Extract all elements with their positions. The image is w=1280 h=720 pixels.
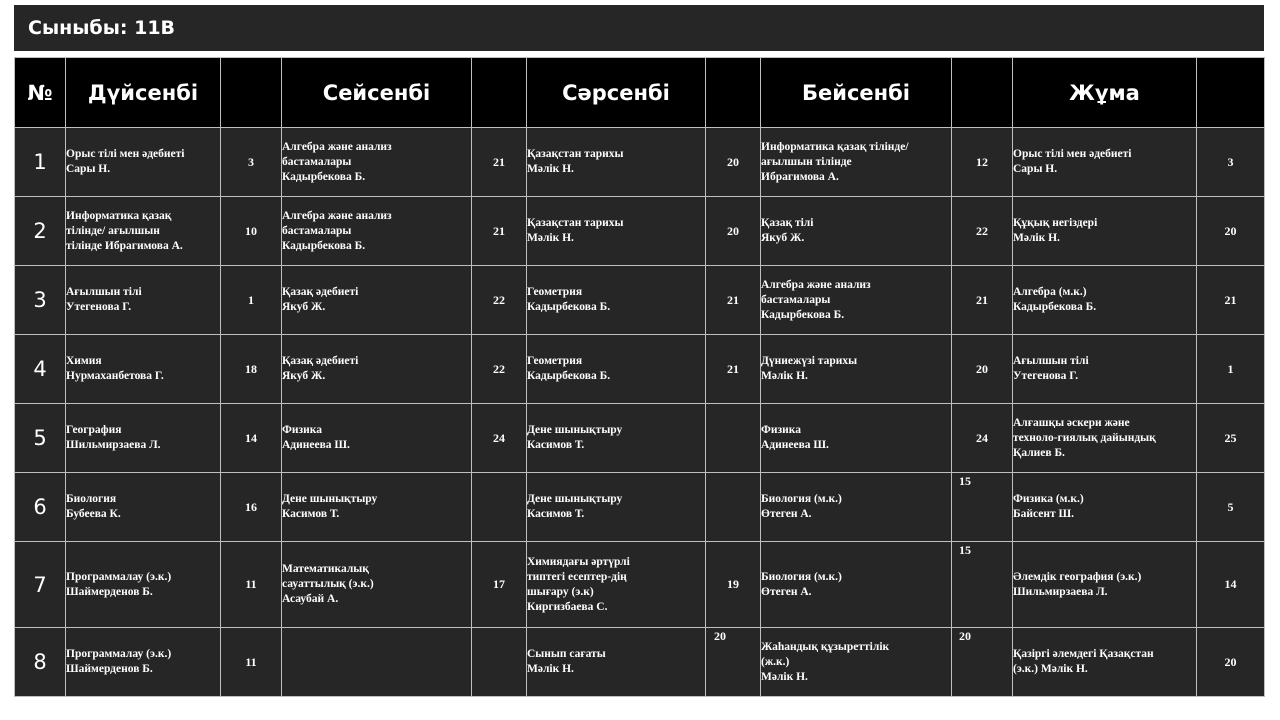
room-cell-fri: 14	[1197, 542, 1265, 628]
subject-cell-wed	[527, 628, 706, 697]
room-cell-thu: 24	[952, 404, 1013, 473]
subject-line: Байсент Ш.	[1013, 508, 1074, 520]
room-cell-thu: 21	[952, 266, 1013, 335]
subject-cell-wed	[527, 197, 706, 266]
lesson-number: 4	[15, 335, 66, 404]
subject-line: Ағылшын тілі	[66, 286, 142, 298]
subject-cell-fri	[1013, 628, 1197, 697]
subject-line: Химиядағы әртүрлі	[527, 555, 630, 568]
table-row	[15, 404, 1265, 473]
room-cell-thu: 15	[952, 542, 1013, 628]
subject-cell-mon	[66, 542, 221, 628]
subject-line: Кадырбекова Б.	[761, 308, 845, 321]
subject-cell-tue	[282, 473, 472, 542]
subject-line: Алгебра және анализ	[282, 209, 392, 222]
room-cell-fri: 20	[1197, 628, 1265, 697]
subject-line: Утегенова Г.	[66, 301, 132, 313]
subject-line: Утегенова Г.	[1013, 370, 1079, 382]
subject-line: Математикалық	[282, 563, 369, 575]
subject-line: Биология (м.к.)	[761, 493, 842, 505]
room-cell-tue	[472, 473, 527, 542]
subject-line: Мәлік Н.	[1013, 232, 1060, 244]
header-number: №	[15, 58, 66, 128]
subject-line: Алгебра және анализ	[282, 140, 392, 153]
header-wednesday: Сәрсенбі	[527, 58, 706, 128]
subject-line: Киргизбаева С.	[527, 600, 608, 613]
header-thursday: Бейсенбі	[761, 58, 952, 128]
room-cell-thu: 20	[952, 335, 1013, 404]
subject-line: Алгебра (м.к.)	[1013, 286, 1087, 298]
subject-line: Кадырбекова Б.	[1013, 301, 1097, 313]
subject-line: Бубеева К.	[66, 508, 121, 520]
subject-line: Алгебра және анализ	[761, 278, 871, 291]
lesson-number: 2	[15, 197, 66, 266]
subject-cell-tue	[282, 404, 472, 473]
subject-cell-fri	[1013, 335, 1197, 404]
lesson-number: 8	[15, 628, 66, 697]
subject-line: шығару (э.к)	[527, 585, 594, 598]
subject-line: Қазақстан тарихы	[527, 217, 624, 229]
subject-cell-thu	[761, 473, 952, 542]
subject-line: Әлемдік география (э.к.)	[1013, 570, 1142, 583]
subject-line: Программалау (э.к.)	[66, 648, 172, 660]
subject-line: Дене шынықтыру	[527, 493, 623, 505]
subject-cell-wed	[527, 266, 706, 335]
subject-cell-fri	[1013, 473, 1197, 542]
table-row	[15, 266, 1265, 335]
subject-cell-thu	[761, 335, 952, 404]
lesson-number: 5	[15, 404, 66, 473]
subject-line: техноло-гиялық дайындық	[1013, 431, 1156, 444]
subject-line: тілінде Ибрагимова А.	[66, 239, 183, 252]
subject-line: бастамалары	[761, 293, 831, 306]
subject-line: Химия	[66, 355, 102, 367]
subject-line: Программалау (э.к.)	[66, 570, 172, 583]
subject-line: Өтеген А.	[761, 585, 812, 598]
room-cell-wed: 21	[706, 335, 761, 404]
subject-line: Мәлік Н.	[527, 663, 574, 675]
table-row	[15, 128, 1265, 197]
room-cell-fri: 21	[1197, 266, 1265, 335]
subject-cell-fri	[1013, 197, 1197, 266]
subject-line: ағылшын тілінде	[761, 155, 852, 168]
subject-line: Шильмирзаева Л.	[1013, 585, 1108, 598]
room-cell-fri: 3	[1197, 128, 1265, 197]
lesson-number: 7	[15, 542, 66, 628]
subject-cell-tue	[282, 197, 472, 266]
room-cell-mon: 18	[221, 335, 282, 404]
subject-cell-thu	[761, 404, 952, 473]
subject-cell-fri	[1013, 266, 1197, 335]
header-row	[15, 58, 1265, 128]
table-row	[15, 628, 1265, 697]
room-cell-wed: 19	[706, 542, 761, 628]
room-cell-fri: 25	[1197, 404, 1265, 473]
subject-line: Кадырбекова Б.	[527, 301, 611, 313]
subject-line: Жаһандық құзыреттілік	[761, 640, 890, 653]
header-monday: Дүйсенбі	[66, 58, 221, 128]
header-friday: Жұма	[1013, 58, 1197, 128]
header-tuesday: Сейсенбі	[282, 58, 472, 128]
subject-cell-mon	[66, 335, 221, 404]
subject-cell-tue	[282, 542, 472, 628]
subject-line: Геометрия	[527, 286, 583, 298]
room-cell-mon: 1	[221, 266, 282, 335]
room-cell-wed: 20	[706, 197, 761, 266]
room-cell-tue: 21	[472, 197, 527, 266]
subject-line: Қазақ тілі	[761, 217, 814, 229]
subject-line: Шаймерденов Б.	[66, 663, 153, 675]
room-cell-wed	[706, 404, 761, 473]
subject-line: бастамалары	[282, 155, 352, 168]
room-cell-thu: 15	[952, 473, 1013, 542]
subject-line: типтегі есептер-дің	[527, 570, 627, 583]
header-thursday-room	[952, 58, 1013, 128]
subject-line: Физика	[282, 424, 322, 436]
subject-line: тілінде/ ағылшын	[66, 224, 160, 237]
subject-line: Касимов Т.	[527, 439, 585, 451]
subject-line: Якуб Ж.	[282, 301, 326, 313]
subject-cell-mon	[66, 128, 221, 197]
room-cell-mon: 11	[221, 542, 282, 628]
room-cell-thu: 20	[952, 628, 1013, 697]
subject-line: Дене шынықтыру	[527, 424, 623, 436]
subject-cell-fri	[1013, 128, 1197, 197]
room-cell-mon: 14	[221, 404, 282, 473]
subject-line: География	[66, 424, 122, 436]
subject-cell-thu	[761, 197, 952, 266]
room-cell-thu: 12	[952, 128, 1013, 197]
subject-line: Информатика қазақ тілінде/	[761, 140, 909, 153]
room-cell-fri: 5	[1197, 473, 1265, 542]
subject-cell-wed	[527, 542, 706, 628]
subject-line: Информатика қазақ	[66, 209, 172, 222]
header-wednesday-room	[706, 58, 761, 128]
subject-cell-tue	[282, 628, 472, 697]
subject-line: Мәлік Н.	[761, 670, 808, 683]
subject-cell-thu	[761, 266, 952, 335]
room-cell-tue	[472, 628, 527, 697]
subject-line: Орыс тілі мен әдебиеті	[66, 148, 185, 160]
subject-cell-tue	[282, 335, 472, 404]
lesson-number: 1	[15, 128, 66, 197]
subject-line: Алғашқы әскери және	[1013, 416, 1130, 429]
subject-cell-thu	[761, 128, 952, 197]
subject-line: Асаубай А.	[282, 593, 339, 605]
subject-line: Өтеген А.	[761, 508, 812, 520]
subject-line: Шаймерденов Б.	[66, 585, 153, 598]
subject-line: Мәлік Н.	[761, 370, 808, 382]
header-monday-room	[221, 58, 282, 128]
subject-line: Қалиев Б.	[1013, 446, 1065, 459]
room-cell-tue: 24	[472, 404, 527, 473]
room-cell-fri: 1	[1197, 335, 1265, 404]
room-cell-tue: 17	[472, 542, 527, 628]
table-row	[15, 197, 1265, 266]
subject-line: Мәлік Н.	[527, 163, 574, 175]
subject-line: бастамалары	[282, 224, 352, 237]
subject-line: сауаттылық (э.к.)	[282, 578, 374, 590]
subject-cell-wed	[527, 128, 706, 197]
room-cell-mon: 3	[221, 128, 282, 197]
room-cell-thu: 22	[952, 197, 1013, 266]
class-title: Сыныбы: 11В	[14, 5, 1264, 51]
subject-line: Сынып сағаты	[527, 648, 606, 660]
subject-line: Физика (м.к.)	[1013, 493, 1084, 505]
subject-line: Қазақ әдебиеті	[282, 286, 359, 298]
subject-cell-wed	[527, 404, 706, 473]
subject-line: Касимов Т.	[282, 508, 340, 520]
subject-line: Құқық негіздері	[1013, 217, 1098, 229]
subject-line: Нурмаханбетова Г.	[66, 370, 164, 382]
room-cell-wed	[706, 473, 761, 542]
table-row	[15, 542, 1265, 628]
room-cell-tue: 22	[472, 266, 527, 335]
room-cell-mon: 10	[221, 197, 282, 266]
room-cell-tue: 21	[472, 128, 527, 197]
subject-line: Шильмирзаева Л.	[66, 439, 161, 451]
schedule-table	[14, 57, 1265, 697]
subject-line: Орыс тілі мен әдебиеті	[1013, 148, 1132, 160]
subject-line: Дүниежүзі тарихы	[761, 355, 858, 367]
room-cell-tue: 22	[472, 335, 527, 404]
subject-line: Қазақстан тарихы	[527, 148, 624, 160]
subject-cell-wed	[527, 335, 706, 404]
subject-cell-thu	[761, 628, 952, 697]
subject-cell-mon	[66, 404, 221, 473]
header-friday-room	[1197, 58, 1265, 128]
subject-line: Биология	[66, 493, 117, 505]
room-cell-wed	[706, 628, 761, 697]
subject-cell-fri	[1013, 542, 1197, 628]
subject-line: Сары Н.	[66, 163, 111, 175]
subject-cell-tue	[282, 128, 472, 197]
subject-cell-tue	[282, 266, 472, 335]
subject-cell-mon	[66, 628, 221, 697]
subject-line: Физика	[761, 424, 801, 436]
subject-line: Ағылшын тілі	[1013, 355, 1089, 367]
subject-line: Мәлік Н.	[527, 232, 574, 244]
subject-line: Адинеева Ш.	[282, 439, 350, 451]
header-tuesday-room	[472, 58, 527, 128]
room-cell-fri: 20	[1197, 197, 1265, 266]
subject-line: Қазақ әдебиеті	[282, 355, 359, 367]
subject-line: Ибрагимова А.	[761, 170, 839, 183]
subject-cell-mon	[66, 197, 221, 266]
subject-line: Кадырбекова Б.	[282, 239, 366, 252]
subject-line: Касимов Т.	[527, 508, 585, 520]
room-cell-wed: 21	[706, 266, 761, 335]
subject-line: Геометрия	[527, 355, 583, 367]
subject-cell-thu	[761, 542, 952, 628]
table-row	[15, 473, 1265, 542]
subject-line: Якуб Ж.	[282, 370, 326, 382]
table-row	[15, 335, 1265, 404]
subject-line: Қазіргі әлемдегі Қазақстан	[1013, 648, 1154, 660]
subject-line: Кадырбекова Б.	[282, 170, 366, 183]
subject-cell-fri	[1013, 404, 1197, 473]
room-cell-mon: 11	[221, 628, 282, 697]
room-cell-mon: 16	[221, 473, 282, 542]
subject-line: Кадырбекова Б.	[527, 370, 611, 382]
lesson-number: 6	[15, 473, 66, 542]
lesson-number: 3	[15, 266, 66, 335]
room-cell-wed: 20	[706, 128, 761, 197]
subject-line: Дене шынықтыру	[282, 493, 378, 505]
subject-line: Якуб Ж.	[761, 232, 805, 244]
room-number: 20	[714, 629, 726, 643]
subject-line: Адинеева Ш.	[761, 439, 829, 451]
subject-cell-mon	[66, 473, 221, 542]
subject-cell-mon	[66, 266, 221, 335]
subject-line: (э.к.) Мәлік Н.	[1013, 663, 1088, 675]
subject-line: Биология (м.к.)	[761, 570, 842, 583]
subject-line: Сары Н.	[1013, 163, 1058, 175]
subject-line: (ж.к.)	[761, 655, 790, 668]
subject-cell-wed	[527, 473, 706, 542]
